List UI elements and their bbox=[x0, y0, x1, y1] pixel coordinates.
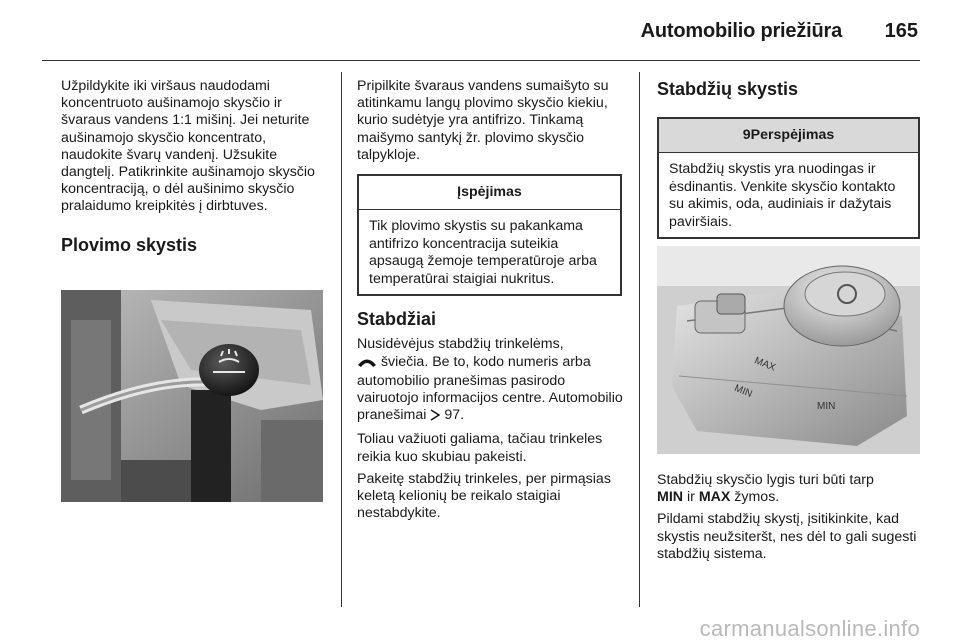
notice-body: Tik plovimo skystis su pakankama antifrizo koncentracija suteikia apsaugą žemoje temperatūroje arba temperatūrai staigiai nukritus. bbox=[369, 218, 597, 287]
caution-triangle-icon: 9 bbox=[742, 127, 751, 143]
fluid-fill-paragraph: Pildami stabdžių skystį, įsitikinkite, kad skystis neužsiteršt, nes dėl to gali sugesti stabdžių sistema. bbox=[657, 511, 917, 562]
brake-fluid-heading: Stabdžių skystis bbox=[657, 79, 799, 99]
fluid-level-text-2: žymos. bbox=[734, 489, 780, 506]
brake-pads-text-2: šviečia. Be to, kodo numeris arba automobilio pranešimas pasirodo vairuotojo informacijos centre. Automobilio pranešimai bbox=[357, 353, 623, 424]
washer-fluid-heading: Plovimo skystis bbox=[61, 234, 198, 255]
washer-fluid-photo bbox=[61, 290, 323, 502]
column-divider-2 bbox=[639, 72, 640, 607]
caution-box bbox=[657, 117, 920, 239]
fluid-level-text-1: Stabdžių skysčio lygis turi būti tarp bbox=[657, 472, 874, 488]
brake-fluid-photo bbox=[657, 246, 920, 454]
caution-header bbox=[659, 119, 918, 153]
fluid-level-paragraph bbox=[657, 472, 920, 506]
column-1 bbox=[61, 78, 329, 256]
brake-pads-text-1: Nusidėvėjus stabdžių trinkelėms, bbox=[357, 336, 564, 353]
column-3 bbox=[657, 78, 920, 239]
brake-pad-warning-icon bbox=[357, 356, 377, 373]
after-replacement-paragraph: Pakeitę stabdžių trinkeles, per pirmąsias keletą kelionių be reikalo staigiai nestabdykite. bbox=[357, 470, 611, 522]
coolant-fill-paragraph: Užpildykite iki viršaus naudodami koncentruoto aušinamojo skysčio ir švaraus vandens 1:1 mišinį. Jei neturite aušinamojo skysčio koncentrato, naudokite švarų vandenį. Užsukite dangtelį. Patikrinkite aušinamojo skysčio koncentraciją, o dėl aušinimo skysčio pralaidumo kreipkitės į dirbtuves. bbox=[61, 78, 315, 215]
notice-box bbox=[357, 174, 622, 296]
brakes-heading: Stabdžiai bbox=[357, 309, 437, 330]
photo-label-max: MAX bbox=[752, 355, 777, 374]
watermark: carmanualsonline.info bbox=[699, 616, 920, 641]
column-2 bbox=[357, 78, 623, 527]
column-3-lower bbox=[657, 472, 920, 568]
header-rule bbox=[42, 60, 920, 61]
column-divider-1 bbox=[341, 72, 342, 607]
fluid-level-ir: ir bbox=[686, 489, 695, 506]
washer-mix-paragraph: Pripilkite švaraus vandens sumaišyto su atitinkamu langų plovimo skysčio kiekiu, kurio sudėtyje yra antifrizo. Tinkamą maišymo santykį žr. plovimo skysčio talpykloje. bbox=[357, 78, 609, 163]
page-header bbox=[0, 0, 960, 62]
caution-title: Perspėjimas bbox=[750, 127, 835, 143]
fluid-level-max: MAX bbox=[698, 489, 731, 506]
caution-body: Stabdžių skystis yra nuodingas ir ėsdinantis. Venkite skysčio kontakto su akimis, oda, audiniais ir dažytais paviršiais. bbox=[669, 161, 896, 230]
photo-label-min-right: MIN bbox=[817, 401, 836, 412]
fluid-level-min: MIN bbox=[657, 489, 684, 506]
photo-label-min-left: MIN bbox=[732, 382, 754, 401]
page-ref-icon bbox=[430, 409, 440, 426]
page-reference: 97. bbox=[444, 407, 465, 424]
brake-pads-paragraph bbox=[357, 336, 623, 426]
continue-driving-paragraph: Toliau važiuoti galiama, tačiau trinkeles reikia kuo skubiau pakeisti. bbox=[357, 431, 603, 465]
page-number: 165 bbox=[884, 20, 918, 42]
notice-title: Įspėjimas bbox=[359, 176, 620, 210]
page-title: Automobilio priežiūra bbox=[640, 20, 842, 42]
